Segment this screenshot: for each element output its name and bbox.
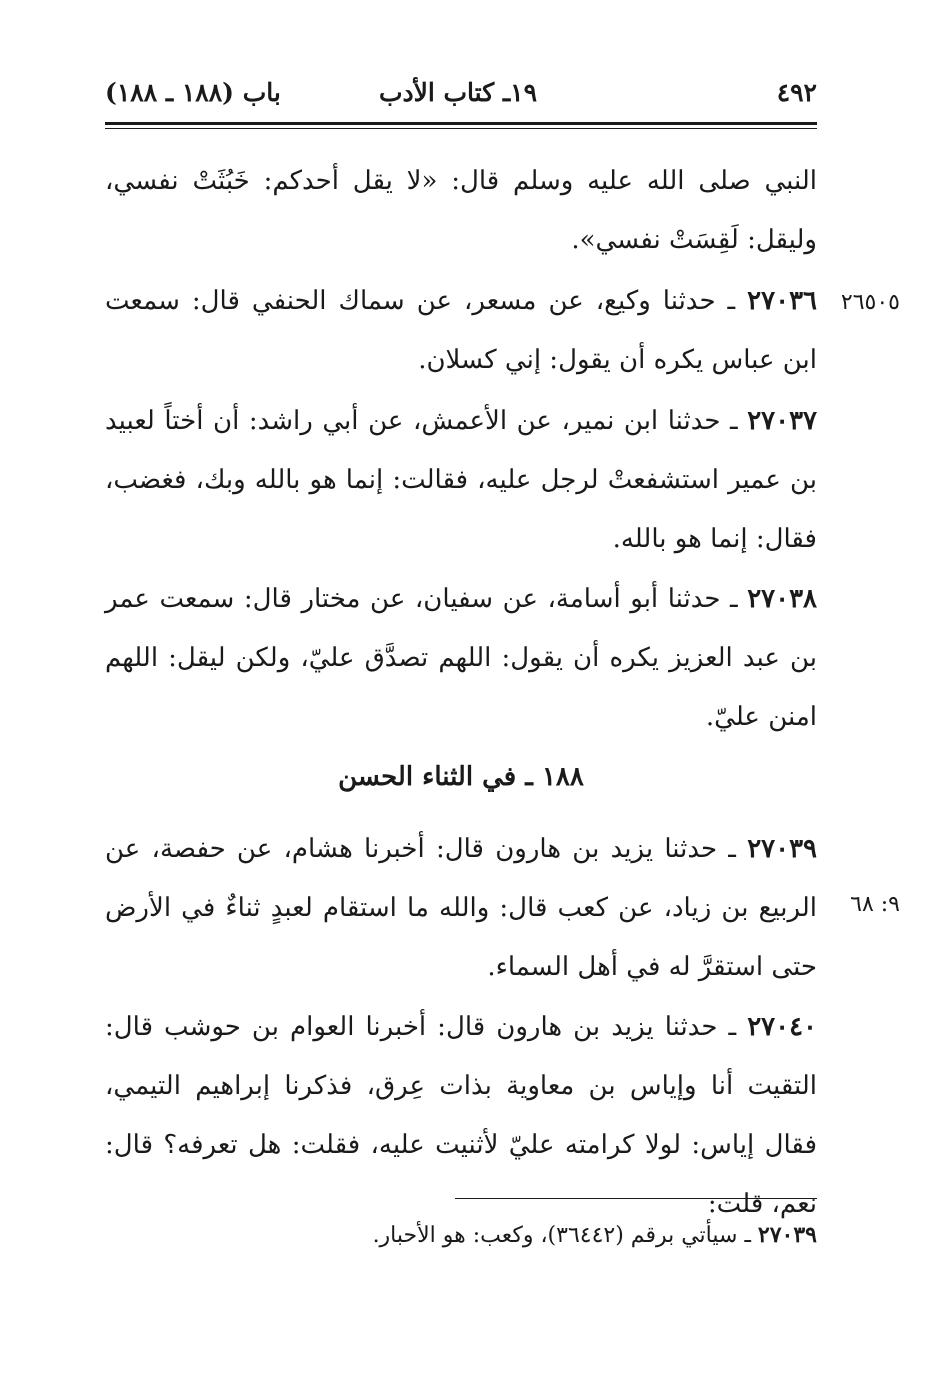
page-number: ٤٩٢	[776, 78, 817, 107]
chapter-reference: باب (١٨٨ ـ ١٨٨)	[105, 78, 281, 107]
section-heading: ١٨٨ ـ في الثناء الحسن	[338, 762, 584, 792]
margin-reference: ٩: ٦٨	[850, 892, 900, 917]
running-header	[105, 78, 817, 118]
hadith-number: ٢٧٠٣٨	[747, 584, 818, 614]
hadith-27038	[105, 570, 817, 747]
hadith-27037	[105, 392, 817, 569]
hadith-text: ـ حدثنا ابن نمير، عن الأعمش، عن أبي راشد: أن أختاً لعبيد بن عمير استشفعتْ لرجل عليه، فقالت: إنما هو بالله وبك، فغضب، فقال: إنما هو بالله.	[105, 406, 817, 554]
paragraph-text: النبي صلى الله عليه وسلم قال: «لا يقل أحدكم: خَبُثَتْ نفسي، وليقل: لَقِسَتْ نفسي».	[105, 166, 817, 255]
book-title: ١٩ـ كتاب الأدب	[378, 78, 537, 107]
hadith-27036	[105, 272, 817, 390]
footnote-rule	[455, 1198, 817, 1199]
hadith-text: ـ حدثنا أبو أسامة، عن سفيان، عن مختار قال: سمعت عمر بن عبد العزيز يكره أن يقول: اللهم تصدَّق عليّ، ولكن ليقل: اللهم امنن عليّ.	[105, 584, 817, 732]
hadith-number: ٢٧٠٣٧	[747, 406, 818, 436]
hadith-text: ـ حدثنا يزيد بن هارون قال: أخبرنا هشام، عن حفصة، عن الربيع بن زياد، عن كعب قال: والله ما استقام لعبدٍ ثناءٌ في الأرض حتى استقرَّ له في أهل السماء.	[105, 834, 817, 982]
footnote-number: ٢٧٠٣٩	[757, 1222, 817, 1248]
margin-reference: ٢٦٥٠٥	[840, 290, 900, 315]
hadith-27039	[105, 820, 817, 997]
hadith-text: ـ حدثنا يزيد بن هارون قال: أخبرنا العوام بن حوشب قال: التقيت أنا وإياس بن معاوية بذات عِرق، فذكرنا إبراهيم التيمي، فقال إياس: لولا كرامته عليّ لأثنيت عليه، فقلت: هل تعرفه؟ قال: نعم، قلت:	[105, 1012, 817, 1219]
footnote	[105, 1222, 817, 1248]
header-rule	[105, 122, 817, 125]
hadith-text: ـ حدثنا وكيع، عن مسعر، عن سماك الحنفي قال: سمعت ابن عباس يكره أن يقول: إني كسلان.	[105, 286, 817, 375]
paragraph-continuation	[105, 152, 817, 270]
hadith-number: ٢٧٠٣٦	[747, 286, 817, 316]
hadith-number: ٢٧٠٤٠	[747, 1012, 818, 1042]
footnote-text: ـ سيأتي برقم (٣٦٤٤٢)، وكعب: هو الأحبار.	[372, 1223, 751, 1248]
hadith-number: ٢٧٠٣٩	[747, 834, 818, 864]
